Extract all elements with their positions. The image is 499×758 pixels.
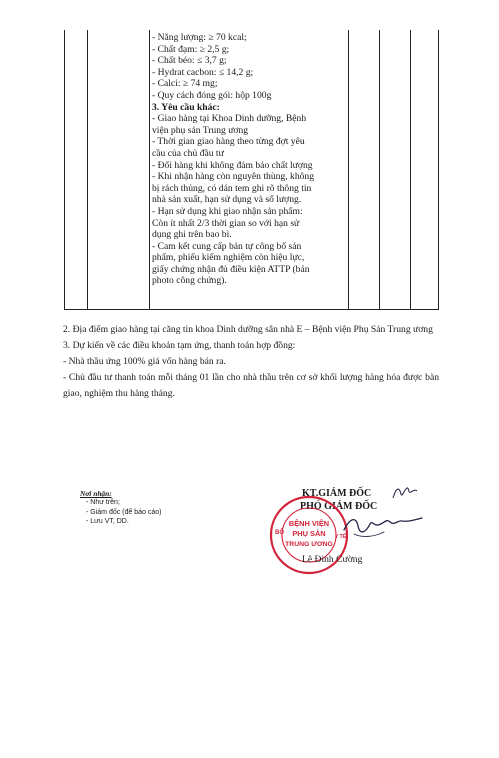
stamp-line-2: PHỤ SẢN [292, 529, 326, 538]
advance-payment-item: - Nhà thầu ứng 100% giá vốn hàng bán ra. [63, 356, 226, 367]
stamp-ring-right: Y TẾ [335, 534, 347, 540]
signer-title: KT.GIÁM ĐỐC [302, 488, 372, 499]
table-column-divider [87, 30, 88, 309]
signature-block [270, 488, 420, 578]
spec-line: phẩm, phiếu kiểm nghiệm còn hiệu lực, [152, 252, 305, 264]
spec-line: - Năng lượng: ≥ 70 kcal; [152, 32, 247, 43]
spec-line: - Cam kết cung cấp bản tự công bố sản [152, 240, 302, 252]
table-column-divider [348, 30, 349, 309]
signer-subtitle: PHÓ GIÁM ĐỐC [300, 501, 378, 512]
spec-section-heading: 3. Yêu cầu khác: [152, 101, 220, 113]
spec-line: viện phụ sản Trung ương [152, 124, 249, 136]
spec-line: - Hydrat cacbon: ≤ 14,2 g; [152, 66, 254, 78]
recipient-item: - Lưu VT, DD. [86, 518, 129, 526]
spec-line: - Calci: ≥ 74 mg; [152, 78, 218, 90]
stamp-line-3: TRUNG ƯƠNG [285, 541, 333, 548]
stamp-ring-left: BỘ [275, 530, 284, 536]
spec-line: - Chất béo: ≤ 3,7 g; [152, 55, 227, 67]
payment-terms-heading: 3. Dự kiến về các điều khoản tạm ứng, thanh toán hợp đồng: [63, 340, 296, 351]
spec-line: photo công chứng). [152, 275, 227, 287]
spec-line: giấy chứng nhận đủ điều kiện ATTP (bản [152, 263, 310, 275]
recipient-item: - Như trên; [86, 499, 120, 507]
table-column-divider [149, 30, 150, 309]
recipients-block [80, 489, 161, 527]
spec-line: - Khi nhận hàng còn nguyên thùng, không [152, 171, 315, 183]
spec-line: - Giao hàng tại Khoa Dinh dưỡng, Bệnh [152, 113, 307, 125]
spec-line: - Thời gian giao hàng theo từng đợt yêu [152, 136, 305, 148]
spec-requirements-cell [152, 32, 344, 287]
recipients-title: Nơi nhận: [80, 489, 112, 498]
spec-line: Còn ít nhất 2/3 thời gian so với hạn sử [152, 217, 300, 229]
spec-line: cầu của chủ đầu tư [152, 147, 224, 159]
table-column-divider [379, 30, 380, 309]
body-paragraphs [63, 322, 439, 402]
spec-line: dụng ghi trên bao bì. [152, 229, 232, 241]
signer-name: Lê Đình Cường [302, 554, 363, 565]
monthly-payment-item: - Chủ đầu tư thanh toán mỗi tháng 01 lần cho nhà thầu trên cơ sở khối lượng hàng hóa được bàn giao, nghiệm thu hàng tháng. [63, 372, 439, 399]
spec-line: nhà sản xuất, hạn sử dụng và số lượng. [152, 194, 302, 206]
recipient-item: - Giám đốc (để báo cáo) [86, 508, 162, 516]
spec-line: - Quy cách đóng gói: hộp 100g [152, 89, 272, 101]
handwritten-signature [340, 508, 430, 548]
spec-line: bị rách thủng, có dán tem ghi rõ thông tin [152, 182, 312, 194]
spec-line: - Chất đạm: ≥ 2,5 g; [152, 43, 230, 55]
stamp-line-1: BỆNH VIỆN [288, 519, 330, 528]
spec-line: - Hạn sử dụng khi giao nhận sản phẩm: [152, 205, 303, 217]
table-column-divider [410, 30, 411, 309]
initial-signature [390, 482, 420, 504]
delivery-location-paragraph: 2. Địa điểm giao hàng tại căng tin khoa Dinh dưỡng sân nhà E – Bệnh viện Phụ Sản Trung ương [63, 324, 433, 335]
spec-line: - Đổi hàng khi không đảm bảo chất lượng [152, 159, 313, 171]
spec-table [64, 30, 439, 310]
